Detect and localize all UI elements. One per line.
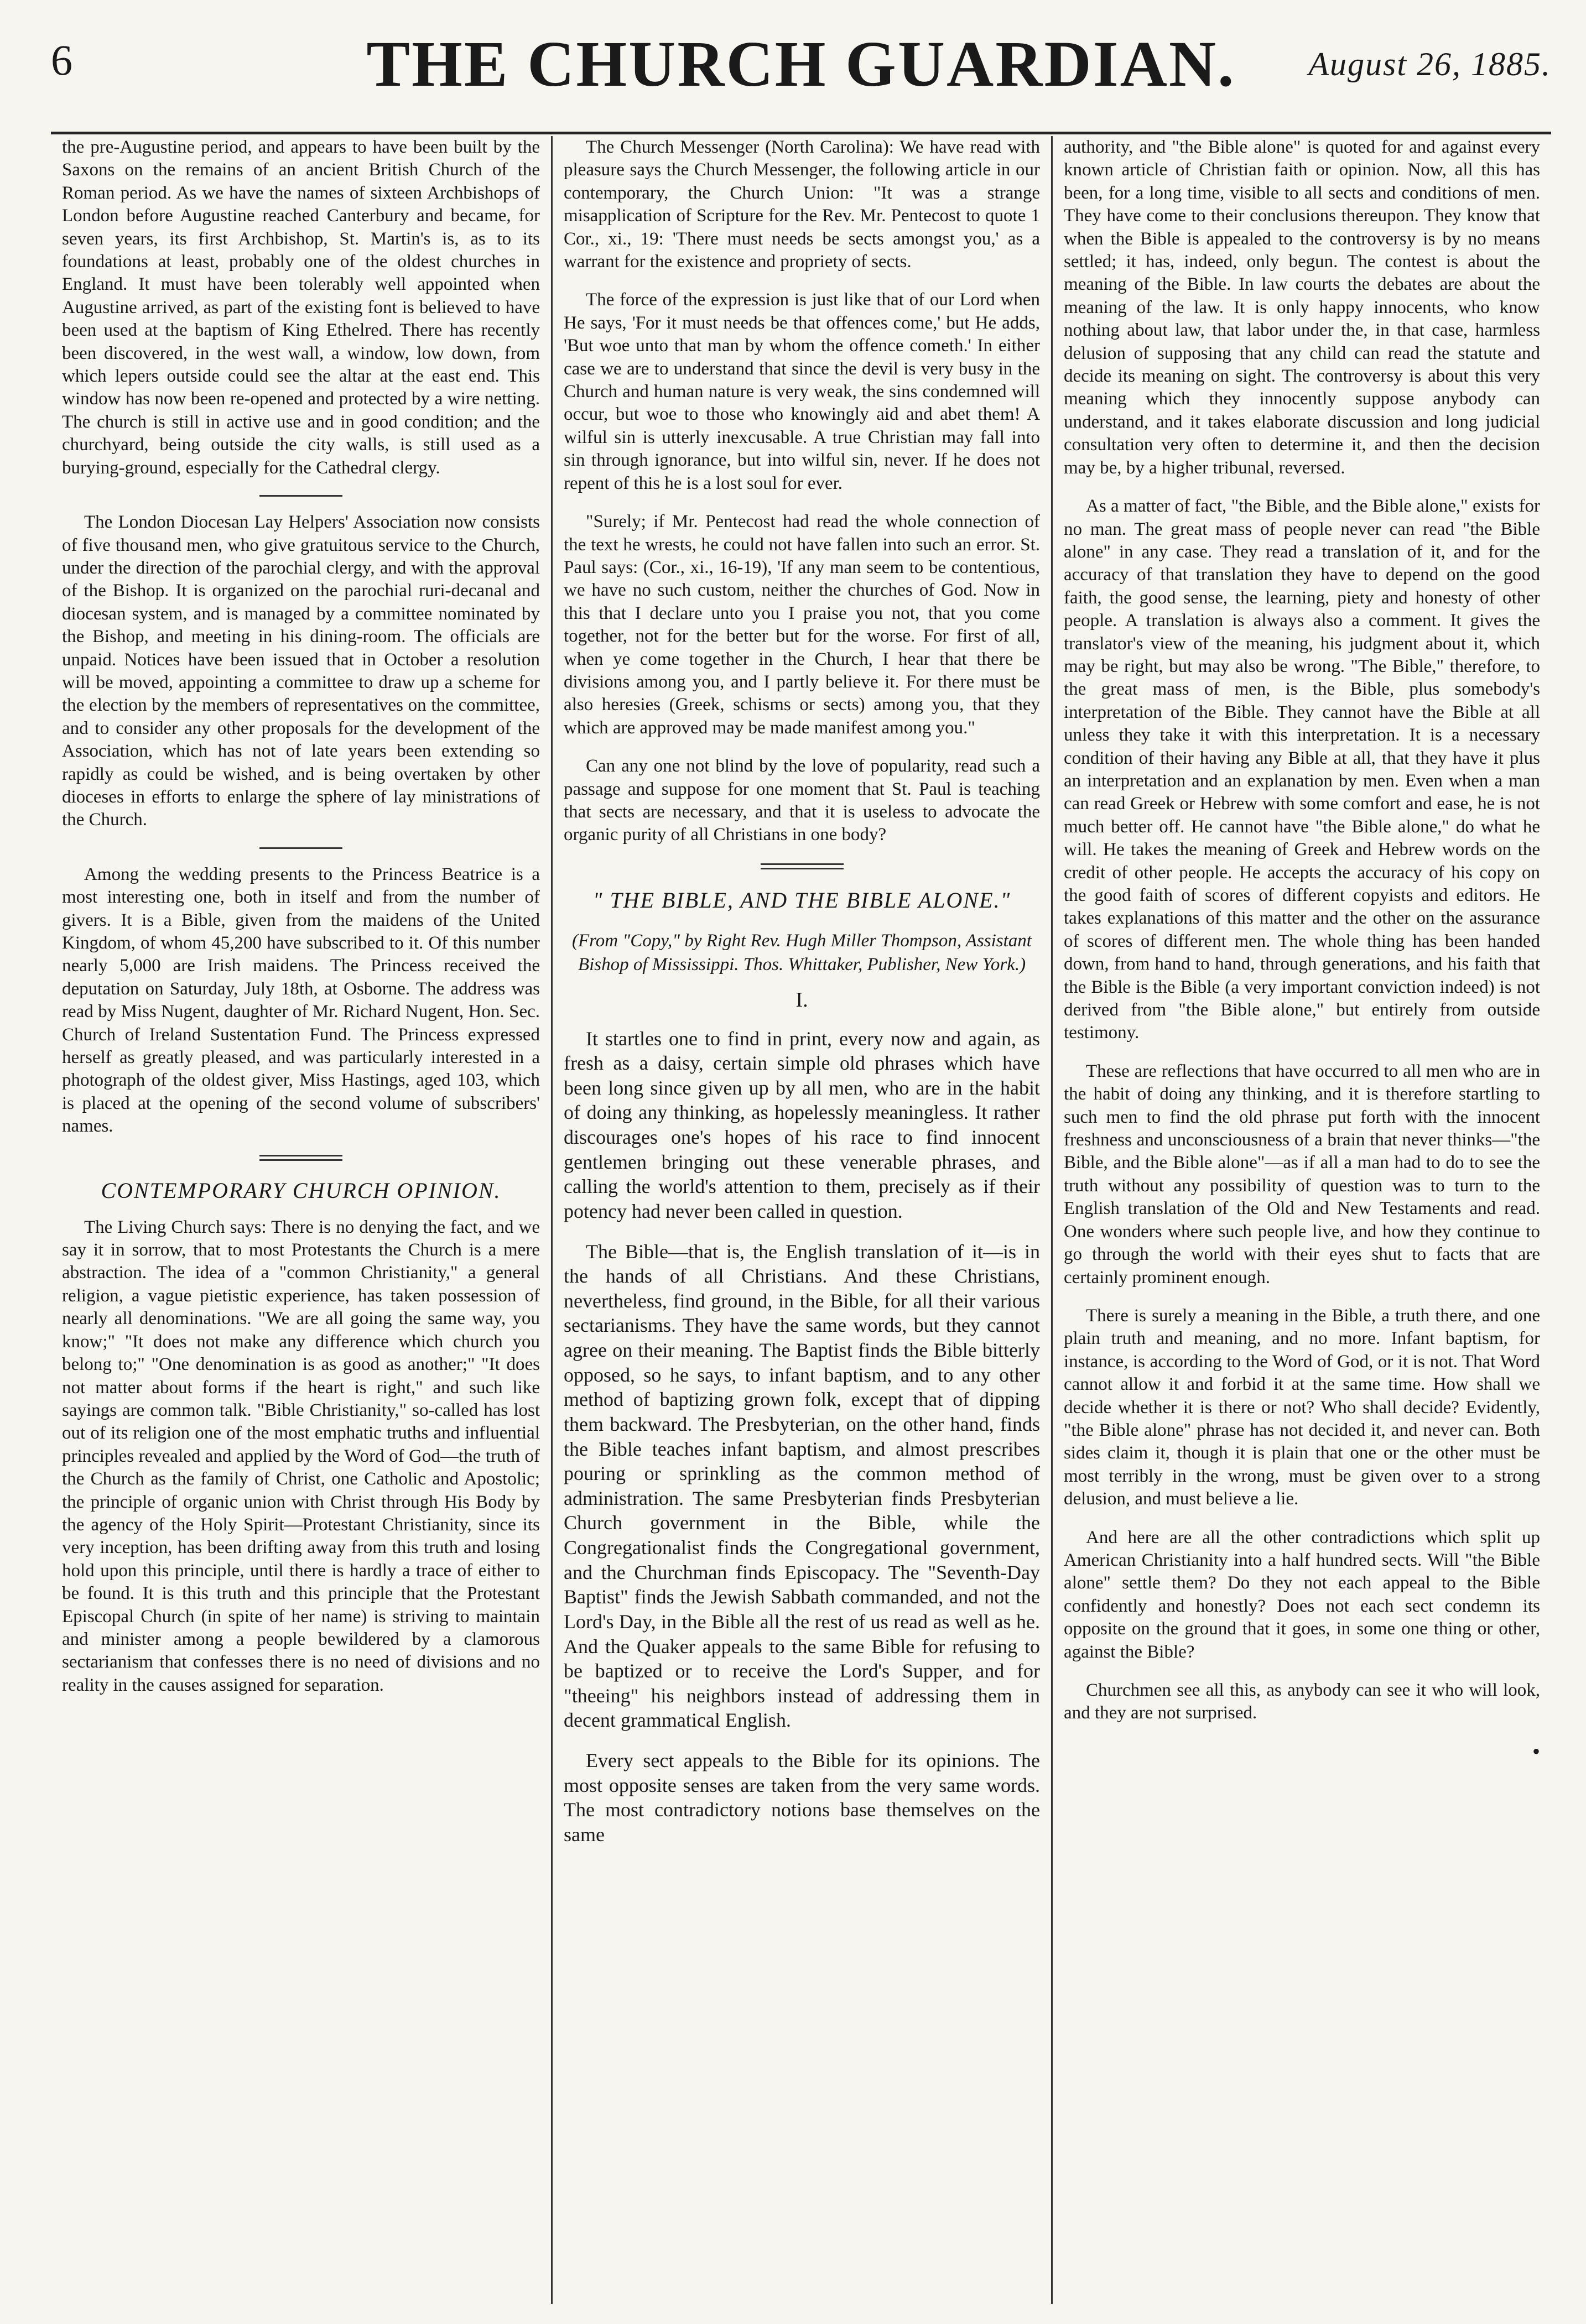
page-number: 6 xyxy=(51,36,72,84)
paragraph: The Church Messenger (North Carolina): We have read with pleasure says the Church Messenger, the following article in our contemporary, the Church Union: "It was a strange misapplication of Scripture for the Rev. Mr. Pentecost to quote 1 Cor., xi., 19: 'There must needs be sects amongst you,' as a warrant for the existence and propriety of sects. xyxy=(564,137,1040,272)
paragraph: "Surely; if Mr. Pentecost had read the whole connection of the text he wrests, he could not have fallen into such an error. St. Paul says: (Cor., xi., 16-19), 'If any man seem to be contentious, we have no such custom, neither the churches of God. Now in this that I declare unto you I praise you not, that you come together, not for the better but for the worse. For first of all, when ye come together in the Church, I hear that there be divisions among you, and I partly believe it. For there must be also heresies (Greek, schisms or sects) among you, that they which are approved may be made manifest among you." xyxy=(564,512,1040,738)
section-divider xyxy=(259,1155,342,1161)
column-2 xyxy=(551,136,1051,2304)
columns xyxy=(51,136,1551,2304)
paragraph: As a matter of fact, "the Bible, and the Bible alone," exists for no man. The great mass of people never can read "the Bible alone" in any case. They read a translation of it, and for the accuracy of that translation they have to depend on the good faith, the good sense, the learning, piety and honesty of other people. A translation is always also a comment. It gives the translator's view of the meaning, his judgment about it, which may be right, but may also be wrong. "The Bible," therefore, to the great mass of men, is the Bible, plus somebody's interpretation of the Bible. They cannot have the Bible at all unless they take it with this interpretation. It is a necessary condition of their having any Bible at all, that they have it plus an interpretation and an explanation by men. Even when a man can read Greek or Hebrew with some comfort and ease, he is not much better off. He cannot have "the Bible alone," do what he will. He takes the meaning of Greek and Hebrew words on the credit of other people. He accepts the accuracy of his copy on the good faith of scores of different copyists and editors. He takes explanations of this matter and the other on the assurance of scores of different men. The whole thing has been handed down, from hand to hand, through generations, and his faith that the Bible is the Bible (a very important conviction indeed) is not derived from "the Bible alone," but entirely from outside testimony. xyxy=(1064,496,1540,1043)
paragraph: the pre-Augustine period, and appears to have been built by the Saxons on the remains of an ancient British Church of the Roman period. As we have the names of sixteen Archbishops of London before Augustine reached Canterbury and became, for seven years, its first Archbishop, St. Martin's is, as to its foundations at least, probably one of the oldest churches in England. It must have been tolerably well appointed when Augustine arrived, as part of the existing font is believed to have been used at the baptism of King Ethelred. There has recently been discovered, in the west wall, a window, low down, from which lepers outside could see the altar at the east end. This window has now been re-opened and protected by a wire netting. The church is still in active use and in good condition; and the churchyard, being outside the city walls, is still used as a burying-ground, especially for the Cathedral clergy. xyxy=(62,137,540,478)
paragraph: The Living Church says: There is no denying the fact, and we say it in sorrow, that to most Protestants the Church is a mere abstraction. The idea of a "common Christianity," a general religion, a vague pietistic experience, has taken possession of nearly all denominations. "We are all going the same way, you know;" "It does not make any difference which church you belong to;" "One denomination is as good as another;" "It does not matter about forms if the heart is right," and such like sayings are common talk. "Bible Christianity," so-called has lost out of its religion one of the most emphatic truths and influential principles revealed and applied by the Word of God—the truth of the Church as the family of Christ, one Catholic and Apostolic; the principle of organic union with Christ through His Body by the agency of the Holy Spirit—Protestant Christianity, since its very inception, has been drifting away from this truth and losing hold upon this principle, until there is hardly a trace of either to be found. It is this truth and this principle that the Protestant Episcopal Church (in spite of her name) is striving to maintain and minister among a people bewildered by a clamorous sectarianism that confesses there is no need of divisions and no reality in the causes assigned for separation. xyxy=(62,1217,540,1695)
paragraph: The force of the expression is just like that of our Lord when He says, 'For it must needs be that offences come,' but He adds, 'But woe unto that man by whom the offence cometh.' In either case we are to understand that since the devil is very busy in the Church and human nature is very weak, the sins condemned will occur, but woe to those who knowingly aid and abet them! A wilful sin is utterly inexcusable. A true Christian may fall into sin through ignorance, but into wilful sin, never. If he does not repent of this he is a lost soul for ever. xyxy=(564,290,1040,493)
paragraph: Can any one not blind by the love of popularity, read such a passage and suppose for one moment that St. Paul is teaching that sects are necessary, and that it is useless to advocate the organic purity of all Christians in one body? xyxy=(564,756,1040,845)
article-byline: (From "Copy," by Right Rev. Hugh Miller Thompson, Assistant Bishop of Mississippi. Thos. Whittaker, Publisher, New York.) xyxy=(572,930,1032,975)
paragraph: There is surely a meaning in the Bible, a truth there, and one plain truth and meaning, and no more. Infant baptism, for instance, is according to the Word of God, or it is not. That Word cannot allow it and forbid it at the same time. How shall we decide whether it is there or not? Who shall decide? Evidently, "the Bible alone" phrase has not decided it, and never can. Both sides claim it, though it is plain that one or the other must be most terribly in the wrong, must be given over to a strong delusion, and must believe a lie. xyxy=(1064,1305,1540,1509)
section-heading: CONTEMPORARY CHURCH OPINION. xyxy=(101,1177,501,1203)
end-mark: • xyxy=(1532,1738,1540,1764)
paragraph: authority, and "the Bible alone" is quoted for and against every known article of Christian faith or opinion. Now, all this has been, for a long time, visible to all sects and conditions of men. They have come to their conclusions thereupon. They know that when the Bible is appealed to the controversy is by no means settled; it has, indeed, only begun. The contest is about the meaning of the Bible. In law courts the debates are about the meaning of the law. It is only happy innocents, who know nothing about law, that labor under the, in that case, harmless delusion of supposing that any child can read the statute and decide its meaning on sight. The controversy is about this very meaning which they innocently suppose anybody can understand, and it takes elaborate discussion and long judicial consultation very often to determine it, and then the decision may be, by a higher tribunal, reversed. xyxy=(1064,137,1540,478)
article-body xyxy=(564,1026,1040,1847)
paragraph: It startles one to find in print, every now and again, as fresh as a daisy, certain simple old phrases which have been long since given up by all men, who are in the habit of doing any thinking, as hopelessly meaningless. It rather discourages one's hopes of his race to find innocent gentlemen bringing out these venerable phrases, and calling the world's attention to them, precisely as if their potency had never been called in question. xyxy=(564,1027,1040,1222)
paragraph: The London Diocesan Lay Helpers' Association now consists of five thousand men, who give gratuitous service to the Church, under the direction of the parochial clergy, and with the approval of the Bishop. It is organized on the parochial ruri-decanal and diocesan system, and is managed by a committee nominated by the Bishop, and meeting in his dining-room. The officials are unpaid. Notices have been issued that in October a resolution will be moved, appointing a committee to draw up a scheme for the election by the members of representatives on the committee, and to consider any other proposals for the development of the Association, which has not of late years been extending so rapidly as could be wished, and is being overtaken by other dioceses in efforts to enlarge the sphere of lay ministrations of the Church. xyxy=(62,512,540,830)
paragraph: Among the wedding presents to the Princess Beatrice is a most interesting one, both in itself and from the number of givers. It is a Bible, given from the maidens of the United Kingdom, of whom 45,200 have subscribed to it. Of this number nearly 5,000 are Irish maidens. The Princess received the deputation on Saturday, July 18th, at Osborne. The address was read by Miss Nugent, daughter of Mr. Richard Nugent, Hon. Sec. Church of Ireland Sustentation Fund. The Princess expressed herself as greatly pleased, and was particularly interested in a photograph of the oldest giver, Miss Hastings, aged 103, which is placed at the opening of the second volume of subscribers' names. xyxy=(62,864,540,1137)
part-numeral: I. xyxy=(795,988,808,1012)
paragraph: And here are all the other contradictions which split up American Christianity into a half hundred sects. Will "the Bible alone" settle them? Do they not each appeal to the Bible confidently and honestly? Does not each sect condemn its opposite on the ground that it goes, in some one thing or other, against the Bible? xyxy=(1064,1527,1540,1662)
section-divider xyxy=(761,863,844,869)
masthead-title: THE CHURCH GUARDIAN. xyxy=(366,28,1236,100)
column-1 xyxy=(51,136,551,2304)
page-header xyxy=(51,15,1551,134)
paragraph: Churchmen see all this, as anybody can see it who will look, and they are not surprised. xyxy=(1064,1680,1540,1723)
column-3 xyxy=(1051,136,1551,2304)
paragraph: These are reflections that have occurred to all men who are in the habit of doing any thinking, and it is therefore startling to such men to find the old phrase put forth with the innocent freshness and unconsciousness of a brain that never thinks—"the Bible, and the Bible alone"—as if all a man had to do to see the truth without any possibility of question was to turn to the English translation of the Old and New Testaments and read. One wonders where such people live, and how they continue to go through the world with their eyes shut to facts that are certainly prominent enough. xyxy=(1064,1061,1540,1288)
issue-date: August 26, 1885. xyxy=(1308,46,1551,82)
article-title: " THE BIBLE, AND THE BIBLE ALONE." xyxy=(592,887,1011,913)
paragraph: The Bible—that is, the English translation of it—is in the hands of all Christians. And these Christians, nevertheless, find ground, in the Bible, for all their various sectarianisms. They have the same words, but they cannot agree on their meaning. The Baptist finds the Bible bitterly opposed, so he says, to infant baptism, and to any other method of baptizing grown folk, except that of dipping them backward. The Presbyterian, on the other hand, finds the Bible teaches infant baptism, and almost prescribes pouring or sprinkling as the common method of administration. The same Presbyterian finds Presbyterian Church government in the Bible, while the Congregationalist finds the Congregational government, and the Churchman finds Episcopacy. The "Seventh-Day Baptist" finds the Jewish Sabbath commanded, and not the Lord's Day, in the Bible all the rest of us read as well as he. And the Quaker appeals to the same Bible for refusing to be baptized or to receive the Lord's Supper, and for "theeing" his neighbors instead of addressing them in decent grammatical English. xyxy=(564,1240,1040,1732)
divider xyxy=(259,495,342,497)
divider xyxy=(259,847,342,849)
paragraph: Every sect appeals to the Bible for its opinions. The most opposite senses are taken from the very same words. The most contradictory notions base themselves on the same xyxy=(564,1749,1040,1846)
